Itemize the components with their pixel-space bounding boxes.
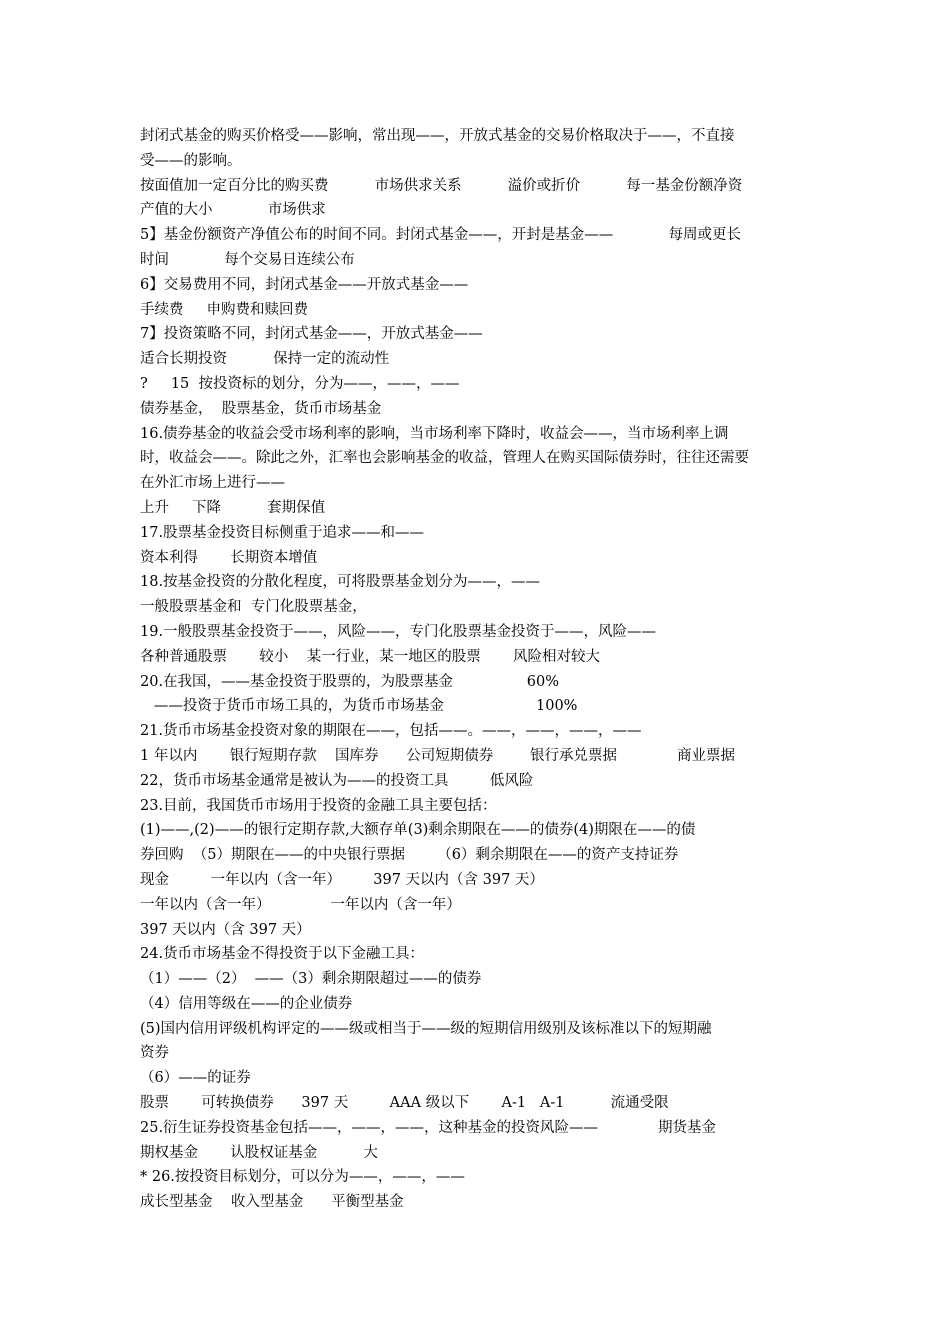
- text-line: 股票 可转换债券 397 天 AAA 级以下 A-1 A-1 流通受限: [140, 1095, 669, 1112]
- text-line: 19.一般股票基金投资于——，风险——，专门化股票基金投资于——，风险——: [140, 623, 657, 640]
- text-line: * 26.按投资目标划分，可以分为——，——，——: [140, 1169, 465, 1186]
- text-line: 成长型基金 收入型基金 平衡型基金: [140, 1194, 404, 1211]
- text-line: 23.目前，我国货币市场用于投资的金融工具主要包括：: [140, 797, 497, 814]
- text-line: 资券: [140, 1045, 169, 1062]
- text-line: 1 年以内 银行短期存款 国库券 公司短期债券 银行承兑票据 商业票据: [140, 747, 735, 764]
- text-line: 资本利得 长期资本增值: [140, 549, 318, 566]
- text-line: 20.在我国，——基金投资于股票的，为股票基金 60%: [140, 673, 560, 690]
- text-line: 7】投资策略不同，封闭式基金——，开放式基金——: [140, 326, 483, 343]
- text-line: 22，货币市场基金通常是被认为——的投资工具 低风险: [140, 772, 534, 789]
- text-line: 各种普通股票 较小 某一行业，某一地区的股票 风险相对较大: [140, 648, 600, 665]
- text-line: 产值的大小 市场供求: [140, 202, 326, 219]
- text-line: 期权基金 认股权证基金 大: [140, 1144, 378, 1161]
- text-line: 18.按基金投资的分散化程度，可将股票基金划分为——，——: [140, 574, 541, 591]
- text-line: 手续费 申购费和赎回费: [140, 301, 309, 318]
- text-line: 24.货币市场基金不得投资于以下金融工具：: [140, 946, 425, 963]
- text-line: 6】交易费用不同，封闭式基金——开放式基金——: [140, 276, 469, 293]
- text-line: 时，收益会——。除此之外，汇率也会影响基金的收益，管理人在购买国际债券时，往往还需要: [140, 450, 749, 467]
- text-line: 17.股票基金投资目标侧重于追求——和——: [140, 524, 425, 541]
- text-line: 16.债券基金的收益会受市场利率的影响，当市场利率下降时，收益会——，当市场利率上调: [140, 425, 729, 442]
- text-line: 25.衍生证券投资基金包括——，——，——，这种基金的投资风险—— 期货基金: [140, 1119, 716, 1136]
- text-line: （6）——的证券: [140, 1070, 251, 1087]
- text-line: 受——的影响。: [140, 152, 242, 169]
- text-line: （1）——（2） ——（3）剩余期限超过——的债券: [140, 971, 482, 988]
- text-line: 适合长期投资 保持一定的流动性: [140, 351, 390, 368]
- text-line: 在外汇市场上进行——: [140, 475, 285, 492]
- text-line: 按面值加一定百分比的购买费 市场供求关系 溢价或折价 每一基金份额净资: [140, 177, 743, 194]
- text-line: (1)——,(2)——的银行定期存款,大额存单(3)剩余期限在——的债券(4)期限在——的债: [140, 822, 696, 839]
- text-line: （4）信用等级在——的企业债券: [140, 995, 353, 1012]
- text-line: 上升 下降 套期保值: [140, 499, 326, 516]
- text-line: 时间 每个交易日连续公布: [140, 251, 355, 268]
- text-line: 一般股票基金和 专门化股票基金，: [140, 599, 367, 616]
- text-line: ? 15 按投资标的划分，分为——，——，——: [140, 375, 460, 392]
- text-line: (5)国内信用评级机构评定的——级或相当于——级的短期信用级别及该标准以下的短期融: [140, 1020, 712, 1037]
- text-line: 债券基金， 股票基金，货币市场基金: [140, 400, 382, 417]
- text-line: ——投资于货币市场工具的，为货币市场基金 100%: [140, 698, 578, 715]
- text-line: 券回购 （5）期限在——的中央银行票据 （6）剩余期限在——的资产支持证券: [140, 847, 679, 864]
- text-line: 封闭式基金的购买价格受——影响，常出现——，开放式基金的交易价格取决于——，不直接: [140, 128, 735, 144]
- text-line: 397 天以内（含 397 天）: [140, 921, 311, 938]
- text-line: 现金 一年以内（含一年） 397 天以内（含 397 天）: [140, 871, 544, 888]
- text-line: 5】基金份额资产净值公布的时间不同。封闭式基金——，开封是基金—— 每周或更长: [140, 227, 742, 244]
- document-page: [140, 124, 812, 1215]
- text-line: 一年以内（含一年） 一年以内（含一年）: [140, 896, 461, 913]
- text-line: 21.货币市场基金投资对象的期限在——，包括——。——，——，——，——: [140, 723, 642, 740]
